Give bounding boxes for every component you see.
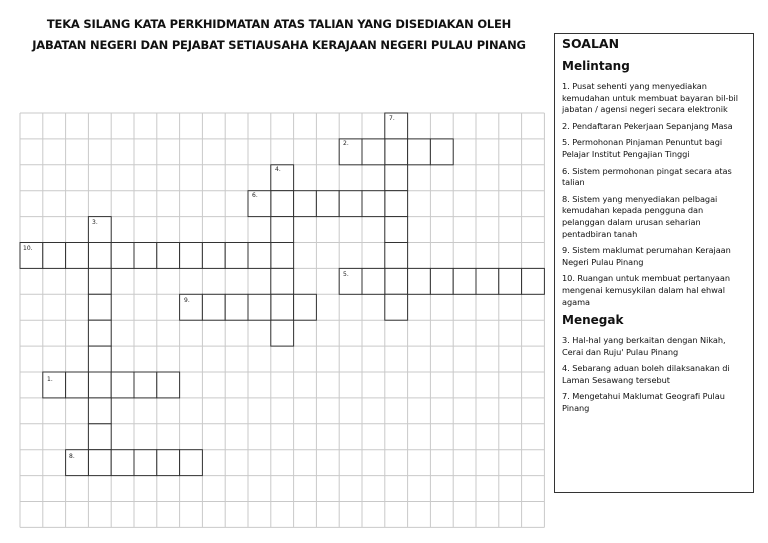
answer-cell[interactable] [430,268,453,294]
across-clue-9: 9. Sistem maklumat perumahan Kerajaan Negeri Pulau Pinang [562,245,731,267]
answer-cell[interactable] [271,294,294,320]
answer-cell[interactable] [157,450,180,476]
answer-cell[interactable] [202,294,225,320]
answer-cell[interactable] [385,191,408,217]
answer-cell[interactable] [88,398,111,424]
title-line-2: JABATAN NEGERI DAN PEJABAT SETIAUSAHA KERAJAAN NEGERI PULAU PINANG [32,38,526,52]
answer-cell[interactable] [134,372,157,398]
answer-cell[interactable] [294,191,317,217]
answer-cell[interactable] [499,268,522,294]
answer-cell[interactable] [88,372,111,398]
across-clue-2: 2. Pendaftaran Pekerjaan Sepanjang Masa [562,120,733,131]
answer-cell[interactable] [408,139,431,165]
down-heading: Menegak [562,313,624,328]
clue-number-7: 7. [389,115,395,122]
answer-cell[interactable] [316,191,339,217]
answer-cell[interactable] [339,191,362,217]
clue-number-4: 4. [275,166,281,173]
across-heading: Melintang [562,59,630,73]
answer-cell[interactable] [157,372,180,398]
clue-number-10: 10. [23,245,33,252]
clue-number-2: 2. [343,140,349,147]
answer-cell[interactable] [385,294,408,320]
answer-cell[interactable] [271,243,294,269]
answer-cell[interactable] [88,320,111,346]
answer-cell[interactable] [385,165,408,191]
answer-cell[interactable] [88,268,111,294]
answer-cell[interactable] [271,217,294,243]
answer-cell[interactable] [362,191,385,217]
answer-cell[interactable] [225,294,248,320]
answer-cell[interactable] [88,424,111,450]
answer-cell[interactable] [430,139,453,165]
questions-panel [554,33,754,493]
across-clue-1: 1. Pusat sehenti yang menyediakan kemudahan untuk membuat bayaran bil-bil jabatan / agensi negeri secara elektronik [562,81,738,115]
title-line-1: TEKA SILANG KATA PERKHIDMATAN ATAS TALIAN YANG DISEDIAKAN OLEH [46,17,512,31]
panel-heading: SOALAN [562,36,620,51]
answer-cell[interactable] [111,243,134,269]
answer-cell[interactable] [362,139,385,165]
down-clue-3: 3. Hal-hal yang berkaitan dengan Nikah, Cerai dan Ruju' Pulau Pinang [562,335,726,357]
answer-cell[interactable] [271,268,294,294]
across-clue-6: 6. Sistem permohonan pingat secara atas talian [562,165,732,188]
clue-number-5: 5. [343,271,349,278]
answer-cell[interactable] [180,243,203,269]
across-clue-10: 10. Ruangan untuk membuat pertanyaan mengenai kemusykilan dalam hal ehwal agama [562,273,730,307]
answer-cell[interactable] [88,294,111,320]
answer-cell[interactable] [385,268,408,294]
answer-cell[interactable] [453,268,476,294]
answer-cell[interactable] [362,268,385,294]
answer-cell[interactable] [43,243,66,269]
answer-cell[interactable] [225,243,248,269]
answer-cell[interactable] [88,346,111,372]
answer-cell[interactable] [248,243,271,269]
across-clue-5: 5. Permohonan Pinjaman Penuntut bagi Pelajar Institut Pengajian Tinggi [562,137,723,159]
answer-cell[interactable] [134,243,157,269]
answer-cell[interactable] [385,139,408,165]
clue-number-6: 6. [252,192,258,199]
answer-cell[interactable] [202,243,225,269]
clue-number-3: 3. [92,219,98,226]
answer-cell[interactable] [408,268,431,294]
answer-cell[interactable] [385,243,408,269]
answer-cell[interactable] [522,268,545,294]
down-clue-7: 7. Mengetahui Maklumat Geografi Pulau Pinang [562,391,725,414]
answer-cell[interactable] [66,372,89,398]
clue-number-8: 8. [69,453,75,460]
answer-cell[interactable] [111,450,134,476]
answer-cell[interactable] [66,243,89,269]
answer-cell[interactable] [271,191,294,217]
answer-cell[interactable] [271,320,294,346]
answer-cell[interactable] [157,243,180,269]
answer-cell[interactable] [134,450,157,476]
answer-cell[interactable] [248,294,271,320]
answer-cell[interactable] [180,450,203,476]
answer-cell[interactable] [385,217,408,243]
answer-cell[interactable] [88,450,111,476]
answer-cell[interactable] [88,243,111,269]
across-clue-8: 8. Sistem yang menyediakan pelbagai kemudahan kepada pengguna dan pelanggan dalam urusan seharian pentadbiran tanah [562,193,718,239]
clue-number-9: 9. [184,297,190,304]
answer-cell[interactable] [476,268,499,294]
clue-number-1: 1. [47,376,53,383]
down-clue-4: 4. Sebarang aduan boleh dilaksanakan di Laman Sesawang tersebut [562,363,730,385]
answer-cell[interactable] [111,372,134,398]
answer-cell[interactable] [294,294,317,320]
